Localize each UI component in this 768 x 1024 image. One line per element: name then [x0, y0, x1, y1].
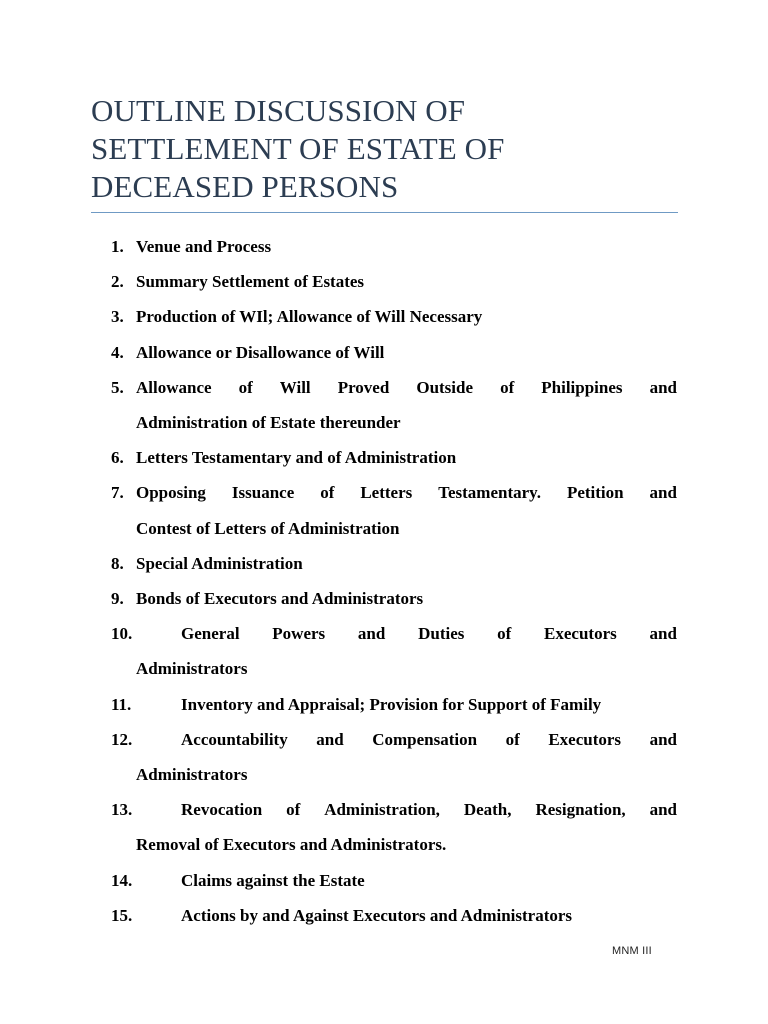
outline-item-word: of [320, 483, 335, 503]
outline-item-word: Petition [566, 483, 624, 503]
outline-item-text [136, 792, 677, 862]
outline-item-number: 4. [111, 342, 124, 362]
outline-item-word: and [649, 624, 677, 644]
outline-item-word: General [181, 624, 240, 644]
outline-item [0, 898, 768, 933]
outline-item-word: of [500, 377, 515, 397]
outline-item-continuation: Removal of Executors and Administrators. [136, 835, 447, 855]
outline-item-first-line [136, 792, 677, 827]
outline-item-label: Allowance or Disallowance of Will [136, 342, 385, 362]
outline-item-number: 9. [111, 589, 124, 609]
outline-item-label: Production of WIl; Allowance of Will Necessary [136, 307, 483, 327]
outline-item-word: of [238, 377, 253, 397]
outline-item-first-line [136, 722, 677, 757]
outline-item [0, 687, 768, 722]
outline-item-word: Testamentary. [438, 483, 541, 503]
outline-item [0, 370, 768, 440]
outline-item-text [136, 581, 677, 616]
outline-item-text [136, 546, 677, 581]
outline-item-word: of [505, 729, 520, 749]
outline-item-continuation: Administrators [136, 765, 248, 785]
outline-item [0, 299, 768, 334]
outline-item-first-line [136, 370, 677, 405]
outline-item-continuation: Contest of Letters of Administration [136, 518, 400, 538]
outline-item-text [136, 898, 677, 933]
outline-item-word: of [497, 624, 512, 644]
outline-item-text [136, 229, 677, 264]
outline-item [0, 581, 768, 616]
outline-item-word: Allowance [136, 377, 212, 397]
outline-item-word: Outside [416, 377, 474, 397]
outline-item [0, 722, 768, 792]
outline-item-number: 2. [111, 272, 124, 292]
outline-item-text [136, 299, 677, 334]
outline-item-number: 1. [111, 237, 124, 256]
outline-item-text [136, 863, 677, 898]
outline-item-word: and [649, 729, 677, 749]
outline-item-continuation: Administration of Estate thereunder [136, 413, 401, 433]
outline-item-text [136, 264, 677, 299]
document-title [91, 92, 681, 206]
outline-item-number: 3. [111, 307, 124, 327]
outline-item-number: 8. [111, 553, 124, 573]
outline-item-number: 15. [111, 905, 133, 925]
outline-item-word: Revocation [181, 800, 263, 820]
outline-item-label: Claims against the Estate [181, 870, 365, 890]
outline-item-number: 14. [111, 870, 133, 890]
outline-item-label: Venue and Process [136, 237, 272, 256]
outline-item-text [136, 335, 677, 370]
outline-item [0, 863, 768, 898]
outline-item-word: and [649, 377, 677, 397]
outline-item-word: and [357, 624, 386, 644]
outline-item-number: 5. [111, 377, 124, 397]
outline-item-text [136, 687, 677, 722]
outline-item-number: 13. [111, 800, 133, 820]
title-line-1: OUTLINE DISCUSSION OF [91, 93, 466, 128]
outline-item-first-line [136, 475, 677, 510]
outline-item-text [136, 616, 677, 686]
outline-item-word: Will [279, 377, 311, 397]
footer-initials: MNM III [612, 945, 652, 957]
outline-item-word: Executors [544, 624, 617, 644]
outline-item-label: Letters Testamentary and of Administration [136, 448, 457, 468]
outline-item-word: of [286, 800, 301, 820]
outline-item-word: Executors [548, 729, 622, 749]
title-divider [91, 212, 678, 213]
outline-item-number: 11. [111, 694, 132, 714]
outline-item-word: Duties [418, 624, 465, 644]
outline-item-label: Inventory and Appraisal; Provision for Support of Family [181, 694, 602, 714]
outline-item-word: Opposing [136, 483, 206, 503]
outline-item-word: and [316, 729, 344, 749]
outline-item [0, 475, 768, 545]
outline-item-label: Special Administration [136, 553, 303, 573]
outline-item-number: 7. [111, 483, 124, 503]
outline-item-word: Resignation, [535, 800, 626, 820]
outline-item-text [136, 722, 677, 792]
outline-item-text [136, 370, 677, 440]
outline-item-word: Letters [360, 483, 413, 503]
outline-item [0, 792, 768, 862]
outline-item-word: Compensation [372, 729, 478, 749]
outline-item-word: Powers [272, 624, 326, 644]
outline-item-word: Philippines [541, 377, 623, 397]
outline-item-word: and [649, 800, 677, 820]
outline-item-label: Bonds of Executors and Administrators [136, 589, 424, 609]
outline-item-word: Death, [463, 800, 512, 820]
outline-item-text [136, 440, 677, 475]
outline-item-number: 12. [111, 729, 133, 749]
outline-item [0, 616, 768, 686]
outline-item-number: 10. [111, 624, 133, 644]
outline-item-label: Actions by and Against Executors and Administrators [181, 905, 573, 925]
outline-item [0, 335, 768, 370]
outline-item-label: Summary Settlement of Estates [136, 272, 365, 292]
outline-item-word: Accountability [181, 729, 288, 749]
outline-item-word: and [649, 483, 677, 503]
title-line-2: SETTLEMENT OF ESTATE OF [91, 131, 505, 166]
title-line-3: DECEASED PERSONS [91, 169, 399, 204]
outline-item-continuation: Administrators [136, 659, 248, 679]
outline-item-number: 6. [111, 448, 124, 468]
outline-item-first-line [136, 616, 677, 651]
outline-item-word: Issuance [231, 483, 295, 503]
outline-item [0, 264, 768, 299]
outline-item-word: Administration, [324, 800, 440, 820]
outline-item [0, 440, 768, 475]
outline-item-word: Proved [337, 377, 390, 397]
outline-list [0, 229, 768, 933]
outline-item [0, 229, 768, 264]
outline-item-text [136, 475, 677, 545]
outline-item [0, 546, 768, 581]
